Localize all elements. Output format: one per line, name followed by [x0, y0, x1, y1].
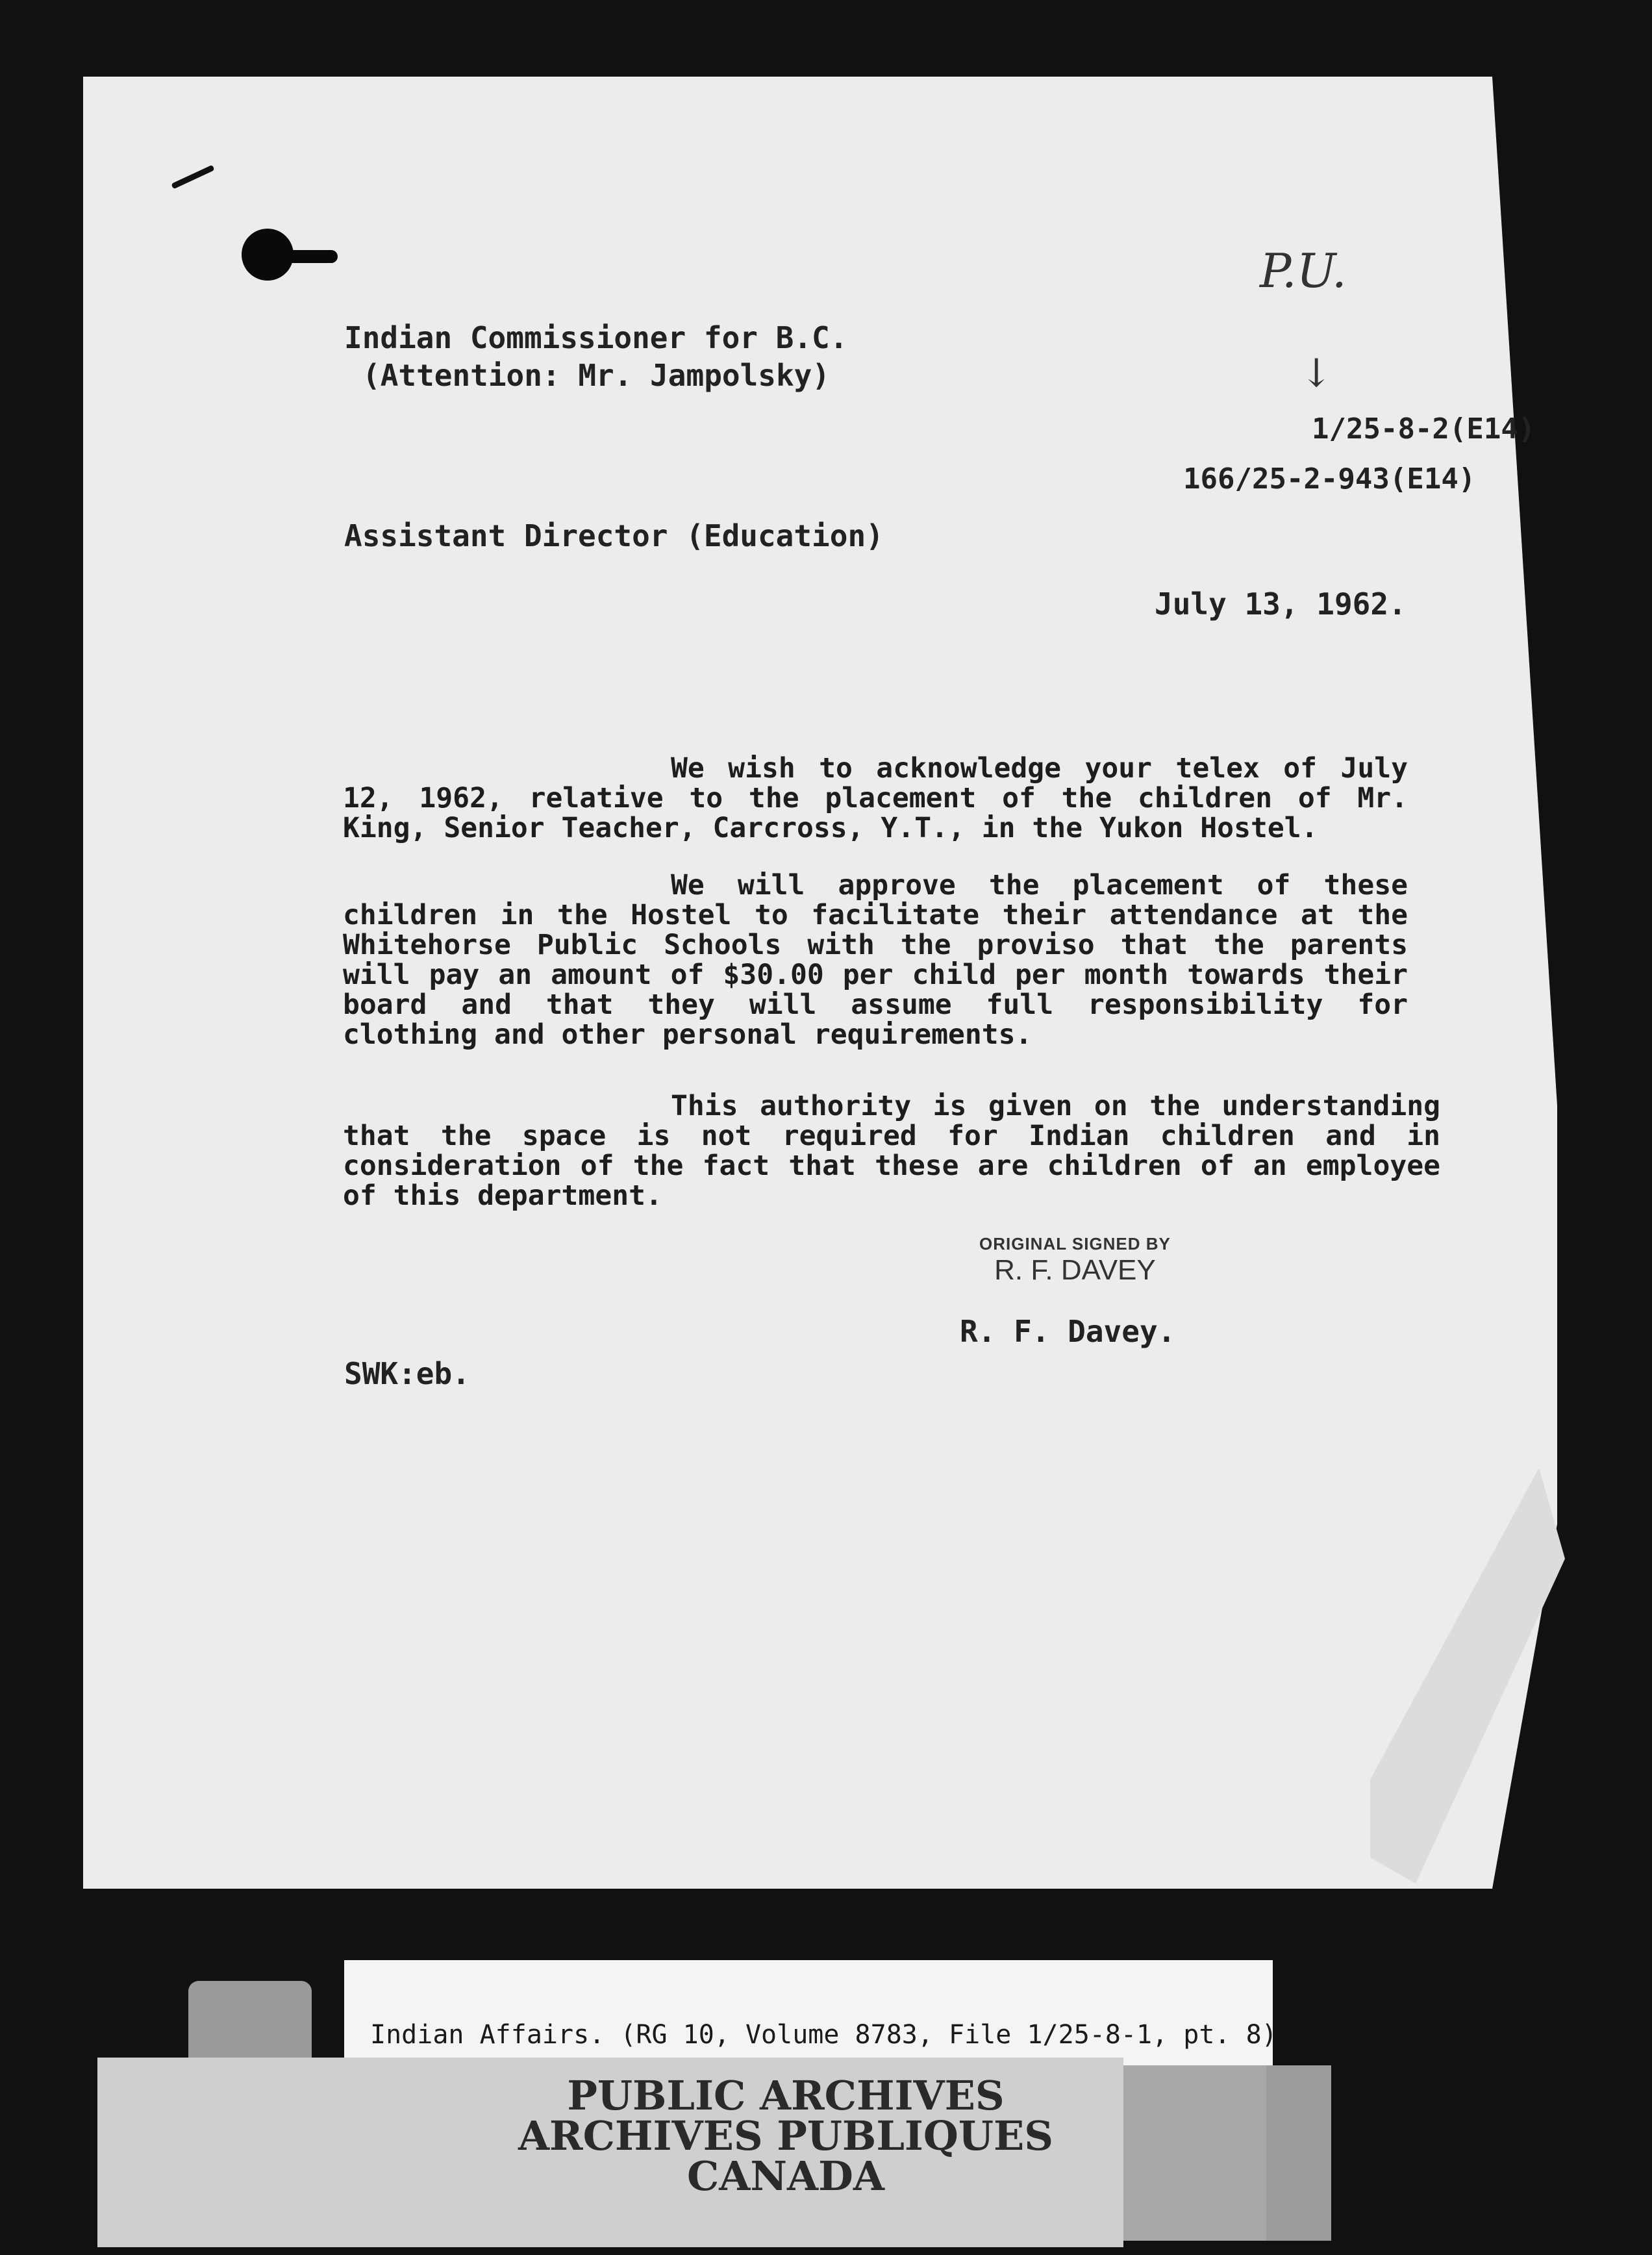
archive-line-2: ARCHIVES PUBLIQUES: [518, 2112, 1054, 2160]
archive-citation: Indian Affairs. (RG 10, Volume 8783, File 1/25-8-1, pt. 8): [370, 2020, 1277, 2050]
file-reference-1: 1/25-8-2(E14): [1312, 412, 1536, 446]
signature-stamp: [979, 1234, 1171, 1287]
signature-line: R. F. Davey.: [960, 1314, 1176, 1349]
archive-stamp: [364, 2072, 1208, 2200]
archive-line-1: PUBLIC ARCHIVES: [567, 2072, 1005, 2119]
stamp-line-1: ORIGINAL SIGNED BY: [979, 1234, 1171, 1253]
file-reference-2: 166/25-2-943(E14): [1183, 462, 1476, 496]
paragraph-3-text: This authority is given on the understanding that the space is not required for Indian children and in consideration of the fact that these are children of an employee of this department.: [343, 1090, 1440, 1212]
sender-line: Assistant Director (Education): [344, 518, 884, 553]
stamp-line-2: R. F. DAVEY: [994, 1254, 1156, 1286]
recipient-line-2: (Attention: Mr. Jampolsky): [362, 358, 831, 393]
archive-clip-right: [1266, 2065, 1331, 2241]
letter-date: July 13, 1962.: [1155, 586, 1407, 622]
typist-initials: SWK:eb.: [344, 1356, 470, 1391]
paragraph-2-text: We will approve the placement of these children in the Hostel to facilitate their attendance at the Whitehorse Public Schools with the proviso that the parents will pay an amount of $30.00 per child per month towards their board and that they will assume full responsibility for clothing and other personal requirements.: [343, 869, 1408, 1051]
paragraph-2: [343, 870, 1408, 1050]
archive-line-3: CANADA: [686, 2152, 885, 2200]
recipient-line-1: Indian Commissioner for B.C.: [344, 320, 848, 355]
paragraph-3: [343, 1091, 1440, 1211]
paragraph-1-text: We wish to acknowledge your telex of July 12, 1962, relative to the placement of the children of Mr. King, Senior Teacher, Carcross, Y.T., in the Yukon Hostel.: [343, 752, 1408, 844]
handwritten-checkmark: ↓: [1300, 351, 1333, 396]
handwritten-note: P.U.: [1260, 244, 1347, 298]
punch-hole-tear: [286, 250, 338, 263]
paragraph-1: [343, 753, 1408, 843]
